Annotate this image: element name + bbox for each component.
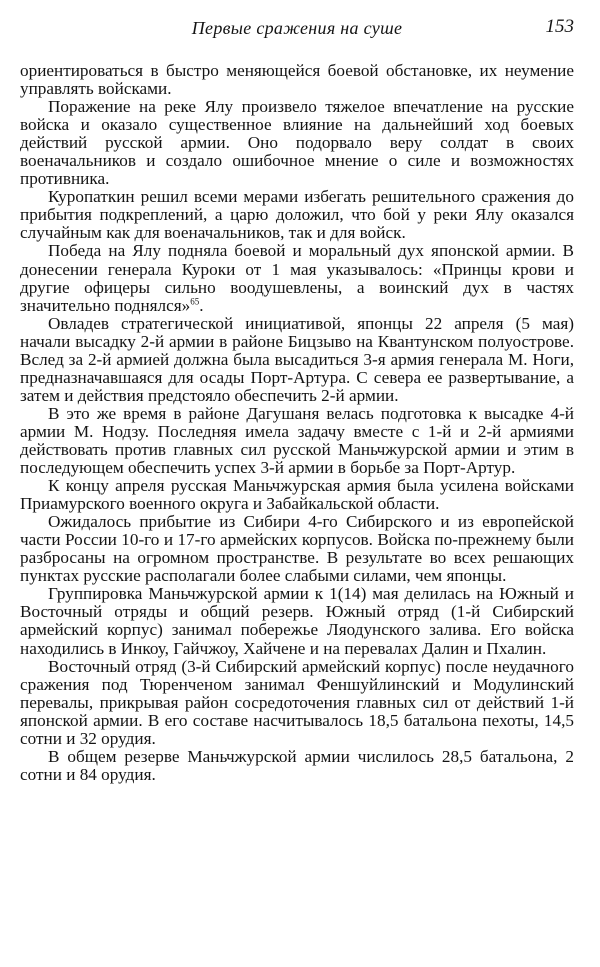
page-header (20, 14, 574, 42)
paragraph-11: В общем резерве Маньчжурской армии числилось 28,5 батальона, 2 сотни и 84 орудия. (20, 746, 574, 784)
paragraph-4: Победа на Ялу подняла боевой и моральный дух японской армии. В донесении генерала Куроки от 1 мая указывалось: «Принцы крови и другие офицеры сильно воодушевлены, а воинский дух в частях значительно поднялся»$^{65}$. (20, 241, 574, 315)
paragraph-10: Восточный отряд (3-й Сибирский армейский корпус) после неудачного сражения под Тюренченом занимал Феншуйлинский и Модулинский перевалы, прикрывая район сосредоточения главных сил от действий 1-й японской армии. В его составе насчитывалось 18,5 батальона пехоты, 14,5 сотни и 32 орудия. (20, 656, 574, 748)
body-text (20, 62, 574, 784)
paragraph-5: Овладев стратегической инициативой, японцы 22 апреля (5 мая) начали высадку 2-й армии в районе Бицзыво на Квантунском полуострове. Вслед за 2-й армией должна была высадиться 3-я армия генерала М. Ноги, предназначавшаяся для осады Порт-Артура. С севера ее развертывание, а затем и действия предстояло обеспечить 2-й армии. (20, 313, 574, 405)
paragraph-7: К концу апреля русская Маньчжурская армия была усилена войсками Приамурского военного округа и Забайкальской области. (20, 476, 574, 514)
paragraph-3: Куропаткин решил всеми мерами избегать решительного сражения до прибытия подкреплений, а царю доложил, что бой у реки Ялу оказался случайным как для военачальников, так и для войск. (20, 187, 574, 243)
paragraph-1: ориентироваться в быстро меняющейся боевой обстановке, их неумение управлять войсками. (20, 61, 574, 99)
paragraph-8: Ожидалось прибытие из Сибири 4-го Сибирского и из европейской части России 10-го и 17-го армейских корпусов. Войска по-прежнему были разбросаны на огромном пространстве. В результате во всех решающих пунктах русские располагали более слабыми силами, чем японцы. (20, 512, 574, 586)
paragraph-4-text: Победа на Ялу подняла боевой и моральный дух японской армии. В донесении генерала Куроки от 1 мая указывалось: «Принцы крови и другие офицеры сильно воодушевлены, а воинский дух в частях значительно поднялся» (20, 241, 574, 315)
paragraph-9: Группировка Маньчжурской армии к 1(14) мая делилась на Южный и Восточный отряды и общий резерв. Южный отряд (1-й Сибирский армейский корпус) занимал побережье Ляодунского залива. Его войска находились в Инкоу, Гайчжоу, Хайчене и на перевалах Далин и Пхалин. (20, 584, 574, 658)
book-page (20, 14, 574, 784)
running-title: Первые сражения на суше (191, 18, 403, 38)
page-number: 153 (545, 16, 574, 37)
paragraph-2: Поражение на реке Ялу произвело тяжелое впечатление на русские войска и оказало существенное влияние на дальнейший ход боевых действий русской армии. Оно подорвало веру солдат в своих военачальников и создало ошибочное мнение о силе и возможностях противника. (20, 97, 574, 189)
paragraph-6: В это же время в районе Дагушаня велась подготовка к высадке 4-й армии М. Нодзу. Последняя имела задачу вместе с 1-й и 2-й армиями действовать против главных сил русской Маньчжурской армии и этим в последующем обеспечить успех 3-й армии в борьбе за Порт-Артур. (20, 403, 574, 478)
footnote-marker: 65 (190, 295, 200, 306)
